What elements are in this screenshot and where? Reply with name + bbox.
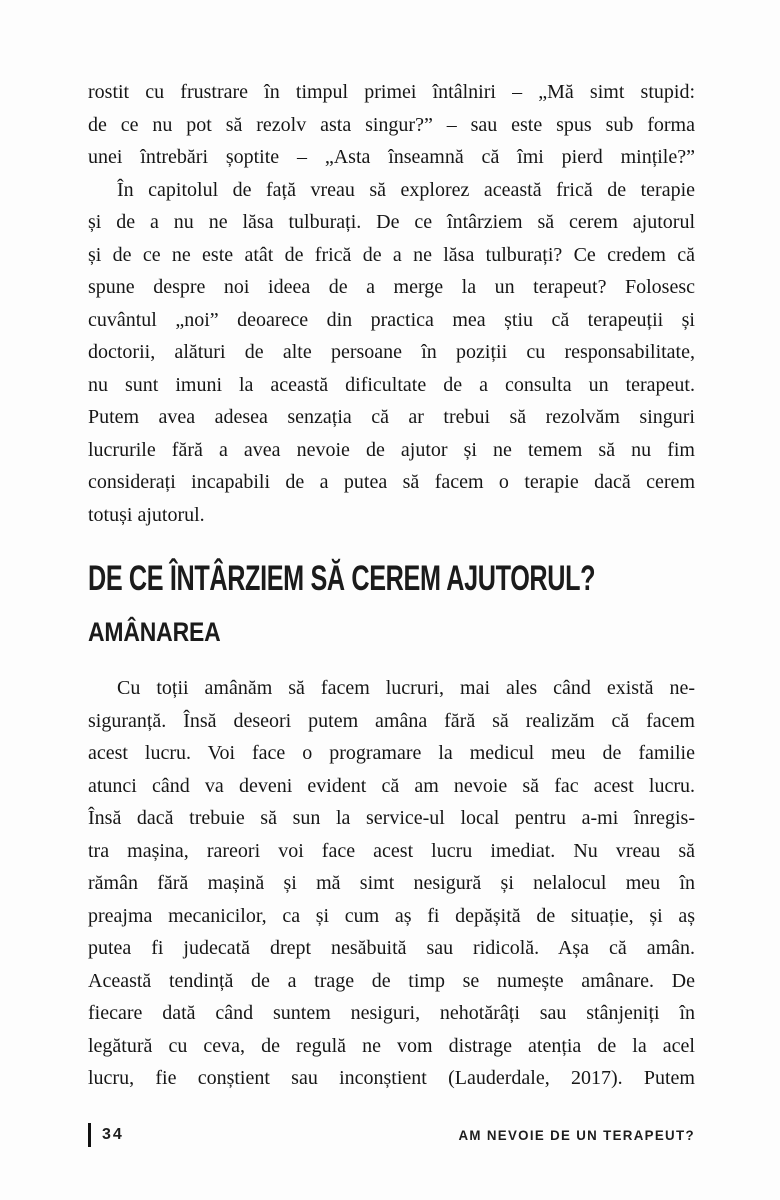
text-line: spune despre noi ideea de a merge la un terapeut? Folosesc — [88, 276, 695, 298]
paragraph-intro — [88, 174, 695, 532]
text-line: lucru, fie conștient sau inconștient (Lauderdale, 2017). Putem — [88, 1067, 695, 1089]
text-line: nu sunt imuni la această dificultate de a consulta un terapeut. — [88, 373, 695, 396]
running-title: AM NEVOIE DE UN TERAPEUT? — [458, 1127, 695, 1143]
body-text-lower — [88, 672, 695, 1095]
text-line: fiecare dată când suntem nesiguri, nehotărâți sau stânjeniți în — [88, 1002, 695, 1024]
text-line: și de a nu ne lăsa tulburați. De ce întârziem să cerem ajutorul — [88, 211, 695, 233]
body-text-upper — [88, 76, 695, 531]
page-number-group — [88, 1123, 124, 1147]
text-line: În capitolul de față vreau să explorez această frică de terapie — [117, 178, 695, 201]
text-line: preajma mecanicilor, ca și cum aș fi depășită de situație, și aș — [88, 904, 695, 927]
page-number-bar — [88, 1123, 91, 1147]
text-line: rostit cu frustrare în timpul primei întâlniri – „Mă simt stupid: — [88, 81, 695, 103]
text-line: Însă dacă trebuie să sun la service-ul local pentru a-mi înregis- — [88, 807, 695, 829]
text-line: și de ce ne este atât de frică de a ne lăsa tulburați? Ce credem că — [88, 243, 695, 266]
text-line: atunci când va deveni evident că am nevoie să fac acest lucru. — [88, 774, 695, 797]
text-line: siguranță. Însă deseori putem amâna fără să realizăm că facem — [88, 709, 695, 732]
text-line: cuvântul „noi” deoarece din practica mea știu că terapeuții și — [88, 308, 695, 331]
paragraph-continuation — [88, 76, 695, 174]
text-line: Putem avea adesea senzația că ar trebui să rezolvăm singuri — [88, 406, 695, 428]
text-line: putea fi judecată drept nesăbuită sau ridicolă. Așa că amân. — [88, 937, 695, 959]
text-line: acest lucru. Voi face o programare la medicul meu de familie — [88, 742, 695, 764]
text-line: tra mașina, rareori voi face acest lucru imediat. Nu vreau să — [88, 839, 695, 862]
text-line: considerați incapabili de a putea să facem o terapie dacă cerem — [88, 471, 695, 493]
page-footer — [88, 1121, 695, 1149]
paragraph-amanarea — [88, 672, 695, 1095]
section-subheading: AMÂNAREA — [88, 617, 221, 647]
text-line: doctorii, alături de alte persoane în poziții cu responsabilitate, — [88, 341, 695, 363]
text-line: lucrurile fără a avea nevoie de ajutor și ne temem să nu fim — [88, 438, 695, 461]
text-line: totuși ajutorul. — [88, 503, 205, 526]
text-line: legătură cu ceva, de regulă ne vom distrage atenția de la acel — [88, 1034, 695, 1057]
page-number: 34 — [102, 1126, 124, 1143]
text-line: Această tendință de a trage de timp se numește amânare. De — [88, 969, 695, 992]
section-heading: DE CE ÎNTÂRZIEM SĂ CEREM AJUTORUL? — [88, 559, 596, 598]
text-line: de ce nu pot să rezolv asta singur?” – sau este spus sub forma — [88, 113, 695, 136]
text-line: rămân fără mașină și mă simt nesigură și nelalocul meu în — [88, 872, 695, 894]
text-line: unei întrebări șoptite – „Asta înseamnă că îmi pierd mințile?” — [88, 146, 695, 168]
text-line: Cu toții amânăm să facem lucruri, mai ales când există ne- — [117, 677, 695, 699]
